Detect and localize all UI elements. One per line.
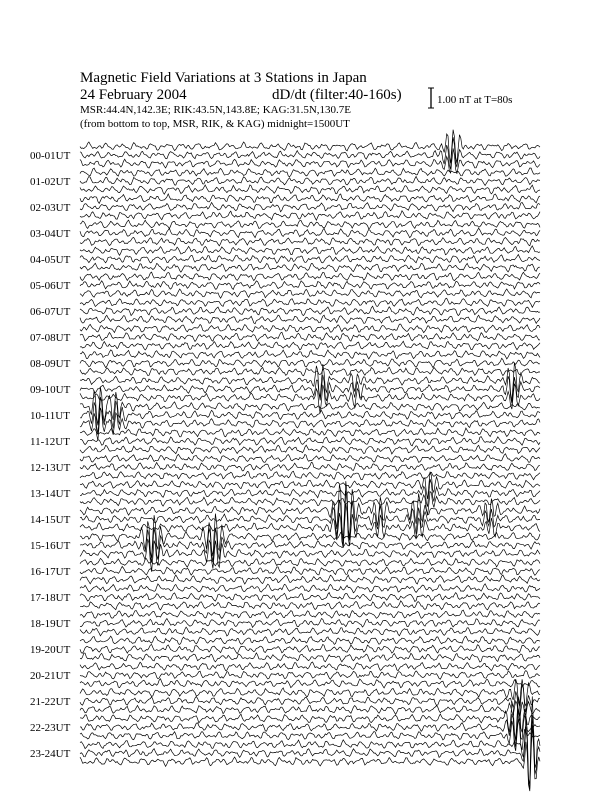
trace-10-11UT-KAG — [80, 387, 540, 425]
trace-23-24UT-MSR — [80, 725, 540, 791]
trace-07-08UT-RIK — [80, 332, 540, 341]
trace-order-note: (from bottom to top, MSR, RIK, & KAG) midnight=1500UT — [80, 118, 350, 130]
trace-20-21UT-RIK — [80, 671, 540, 680]
trace-21-22UT-RIK — [80, 685, 540, 717]
trace-08-09UT-RIK — [80, 358, 540, 367]
trace-17-18UT-RIK — [80, 593, 540, 602]
trace-00-01UT-KAG — [80, 130, 540, 164]
trace-17-18UT-MSR — [80, 601, 540, 610]
trace-07-08UT-KAG — [80, 324, 540, 333]
trace-03-04UT-RIK — [80, 228, 540, 237]
trace-20-21UT-MSR — [80, 679, 540, 688]
row-label-16-17UT: 16-17UT — [30, 566, 71, 578]
trace-05-06UT-MSR — [80, 289, 540, 298]
trace-09-10UT-KAG — [80, 363, 540, 402]
trace-01-02UT-KAG — [80, 168, 540, 177]
chart-filter: dD/dt (filter:40-160s) — [272, 87, 402, 103]
traces — [80, 130, 540, 791]
trace-18-19UT-MSR — [80, 627, 540, 636]
trace-19-20UT-KAG — [80, 636, 540, 644]
trace-17-18UT-KAG — [80, 584, 540, 593]
row-label-15-16UT: 15-16UT — [30, 540, 71, 552]
row-label-08-09UT: 08-09UT — [30, 358, 71, 370]
trace-07-08UT-MSR — [80, 341, 540, 350]
trace-12-13UT-RIK — [80, 462, 540, 471]
trace-02-03UT-RIK — [80, 203, 540, 212]
trace-19-20UT-RIK — [80, 644, 540, 653]
trace-03-04UT-MSR — [80, 237, 540, 246]
row-label-21-22UT: 21-22UT — [30, 696, 71, 708]
chart-title: Magnetic Field Variations at 3 Stations in Japan — [80, 70, 367, 86]
row-label-20-21UT: 20-21UT — [30, 670, 71, 682]
row-label-07-08UT: 07-08UT — [30, 332, 71, 344]
row-label-22-23UT: 22-23UT — [30, 722, 71, 734]
row-label-06-07UT: 06-07UT — [30, 306, 71, 318]
trace-04-05UT-MSR — [80, 263, 540, 272]
trace-16-17UT-RIK — [80, 566, 540, 575]
trace-11-12UT-KAG — [80, 428, 540, 437]
row-labels — [30, 150, 71, 760]
row-label-10-11UT: 10-11UT — [30, 410, 70, 422]
row-label-11-12UT: 11-12UT — [30, 436, 70, 448]
row-label-13-14UT: 13-14UT — [30, 488, 71, 500]
trace-01-02UT-RIK — [80, 176, 540, 185]
row-label-03-04UT: 03-04UT — [30, 228, 71, 240]
trace-11-12UT-RIK — [80, 437, 540, 446]
row-label-12-13UT: 12-13UT — [30, 462, 71, 474]
row-label-02-03UT: 02-03UT — [30, 202, 71, 214]
trace-11-12UT-MSR — [80, 445, 540, 454]
row-label-23-24UT: 23-24UT — [30, 748, 71, 760]
trace-08-09UT-MSR — [80, 367, 540, 376]
row-label-14-15UT: 14-15UT — [30, 514, 71, 526]
trace-20-21UT-KAG — [80, 662, 540, 671]
trace-06-07UT-MSR — [80, 315, 540, 324]
station-coordinates: MSR:44.4N,142.3E; RIK:43.5N,143.8E; KAG:31.5N,130.7E — [80, 104, 352, 116]
trace-10-11UT-RIK — [80, 397, 540, 434]
row-label-17-18UT: 17-18UT — [30, 592, 71, 604]
trace-03-04UT-KAG — [80, 220, 540, 229]
trace-02-03UT-KAG — [80, 194, 540, 204]
row-label-18-19UT: 18-19UT — [30, 618, 71, 630]
trace-00-01UT-MSR — [80, 148, 540, 173]
trace-16-17UT-KAG — [80, 558, 540, 567]
trace-12-13UT-MSR — [80, 471, 540, 479]
trace-16-17UT-MSR — [80, 575, 540, 584]
row-label-04-05UT: 04-05UT — [30, 254, 71, 266]
trace-04-05UT-KAG — [80, 246, 540, 256]
row-label-00-01UT: 00-01UT — [30, 150, 71, 162]
trace-02-03UT-MSR — [80, 211, 540, 221]
trace-12-13UT-KAG — [80, 454, 540, 463]
trace-22-23UT-MSR — [80, 719, 540, 751]
row-label-09-10UT: 09-10UT — [30, 384, 71, 396]
row-label-01-02UT: 01-02UT — [30, 176, 71, 188]
trace-01-02UT-MSR — [80, 185, 540, 194]
row-label-19-20UT: 19-20UT — [30, 644, 71, 656]
scale-bar — [428, 88, 434, 108]
chart-date: 24 February 2004 — [80, 87, 187, 103]
trace-10-11UT-MSR — [80, 408, 540, 441]
trace-23-24UT-RIK — [80, 715, 540, 789]
trace-04-05UT-RIK — [80, 255, 540, 264]
trace-19-20UT-MSR — [80, 653, 540, 662]
trace-05-06UT-KAG — [80, 272, 540, 281]
trace-06-07UT-KAG — [80, 298, 540, 307]
trace-06-07UT-RIK — [80, 306, 540, 315]
trace-05-06UT-RIK — [80, 281, 540, 290]
trace-18-19UT-KAG — [80, 610, 540, 618]
trace-18-19UT-RIK — [80, 619, 540, 628]
row-label-05-06UT: 05-06UT — [30, 280, 71, 292]
trace-08-09UT-KAG — [80, 350, 540, 359]
scale-bar-label: 1.00 nT at T=80s — [437, 94, 513, 106]
